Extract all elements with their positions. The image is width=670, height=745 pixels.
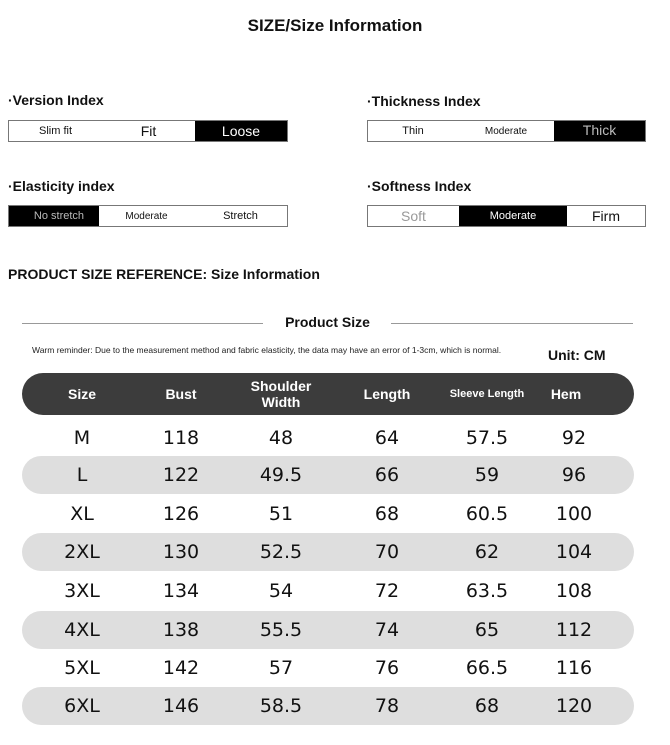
- header-bust: Bust: [165, 386, 197, 402]
- header-sleeve-length: Sleeve Length: [449, 388, 525, 400]
- cell-size: M: [73, 427, 91, 449]
- thickness-option-thin: Thin: [402, 125, 424, 137]
- softness-option-firm: Firm: [592, 208, 620, 224]
- table-row: [22, 495, 634, 533]
- table-row: [22, 419, 634, 457]
- cell-bust: 146: [162, 695, 200, 717]
- cell-hem: 96: [561, 464, 587, 486]
- version-index-scale: [8, 120, 288, 142]
- thickness-option-thick: Thick: [554, 121, 645, 141]
- cell-bust: 138: [162, 619, 200, 641]
- cell-length: 70: [374, 541, 400, 563]
- cell-size: 5XL: [64, 657, 100, 679]
- elasticity-index-label: ·Elasticity index: [8, 178, 115, 194]
- thickness-index-label: ·Thickness Index: [367, 93, 481, 109]
- reference-heading: PRODUCT SIZE REFERENCE: Size Information: [8, 266, 320, 282]
- softness-index-label: ·Softness Index: [367, 178, 472, 194]
- cell-sleeve-length: 63.5: [465, 580, 509, 602]
- cell-shoulder-width: 54: [268, 580, 294, 602]
- cell-shoulder-width: 52.5: [259, 541, 303, 563]
- product-size-title: Product Size: [285, 314, 370, 330]
- cell-bust: 126: [162, 503, 200, 525]
- table-row: [22, 687, 634, 725]
- cell-sleeve-length: 65: [474, 619, 500, 641]
- warm-reminder: Warm reminder: Due to the measurement method and fabric elasticity, the data may have an error of 1-3cm, which is normal.: [32, 345, 502, 355]
- table-header: [22, 373, 634, 415]
- cell-sleeve-length: 62: [474, 541, 500, 563]
- cell-size: 2XL: [64, 541, 100, 563]
- cell-hem: 104: [555, 541, 593, 563]
- thickness-option-moderate: Moderate: [484, 125, 528, 137]
- cell-sleeve-length: 60.5: [465, 503, 509, 525]
- cell-hem: 116: [555, 657, 593, 679]
- cell-hem: 120: [555, 695, 593, 717]
- unit-label: Unit: CM: [548, 347, 606, 363]
- divider-left: [22, 323, 263, 324]
- cell-size: 6XL: [64, 695, 100, 717]
- table-row: [22, 649, 634, 687]
- cell-sleeve-length: 57.5: [465, 427, 509, 449]
- cell-length: 72: [374, 580, 400, 602]
- cell-shoulder-width: 49.5: [259, 464, 303, 486]
- thickness-index-scale: [367, 120, 646, 142]
- cell-sleeve-length: 66.5: [465, 657, 509, 679]
- cell-length: 78: [374, 695, 400, 717]
- cell-size: L: [76, 464, 88, 486]
- cell-size: XL: [70, 503, 94, 525]
- elasticity-option-stretch: Stretch: [223, 210, 258, 222]
- cell-hem: 100: [555, 503, 593, 525]
- cell-shoulder-width: 51: [268, 503, 294, 525]
- cell-bust: 142: [162, 657, 200, 679]
- cell-shoulder-width: 58.5: [259, 695, 303, 717]
- elasticity-index-scale: [8, 205, 288, 227]
- elasticity-option-moderate: Moderate: [125, 210, 168, 222]
- cell-size: 4XL: [64, 619, 100, 641]
- cell-length: 76: [374, 657, 400, 679]
- elasticity-option-no-stretch: No stretch: [9, 206, 99, 226]
- cell-bust: 130: [162, 541, 200, 563]
- softness-index-scale: [367, 205, 646, 227]
- version-option-loose: Loose: [195, 121, 287, 141]
- cell-size: 3XL: [64, 580, 100, 602]
- table-row: [22, 572, 634, 610]
- page-title: SIZE/Size Information: [247, 16, 423, 35]
- cell-bust: 134: [162, 580, 200, 602]
- cell-hem: 108: [555, 580, 593, 602]
- table-row: [22, 456, 634, 494]
- version-option-fit: Fit: [140, 123, 157, 139]
- cell-shoulder-width: 48: [268, 427, 294, 449]
- header-shoulder-width: Shoulder Width: [250, 378, 312, 410]
- cell-length: 68: [374, 503, 400, 525]
- cell-sleeve-length: 68: [474, 695, 500, 717]
- version-index-label: ·Version Index: [8, 92, 104, 108]
- softness-option-moderate: Moderate: [459, 206, 567, 226]
- version-option-slim-fit: Slim fit: [39, 125, 72, 137]
- cell-sleeve-length: 59: [474, 464, 500, 486]
- header-size: Size: [67, 386, 96, 402]
- divider-right: [391, 323, 633, 324]
- cell-bust: 118: [162, 427, 200, 449]
- cell-length: 66: [374, 464, 400, 486]
- cell-bust: 122: [162, 464, 200, 486]
- table-row: [22, 611, 634, 649]
- cell-shoulder-width: 57: [268, 657, 294, 679]
- header-hem: Hem: [550, 386, 582, 402]
- cell-length: 64: [374, 427, 400, 449]
- cell-length: 74: [374, 619, 400, 641]
- cell-hem: 112: [555, 619, 593, 641]
- cell-hem: 92: [561, 427, 587, 449]
- cell-shoulder-width: 55.5: [259, 619, 303, 641]
- table-row: [22, 533, 634, 571]
- header-length: Length: [363, 386, 411, 402]
- softness-option-soft: Soft: [401, 208, 426, 224]
